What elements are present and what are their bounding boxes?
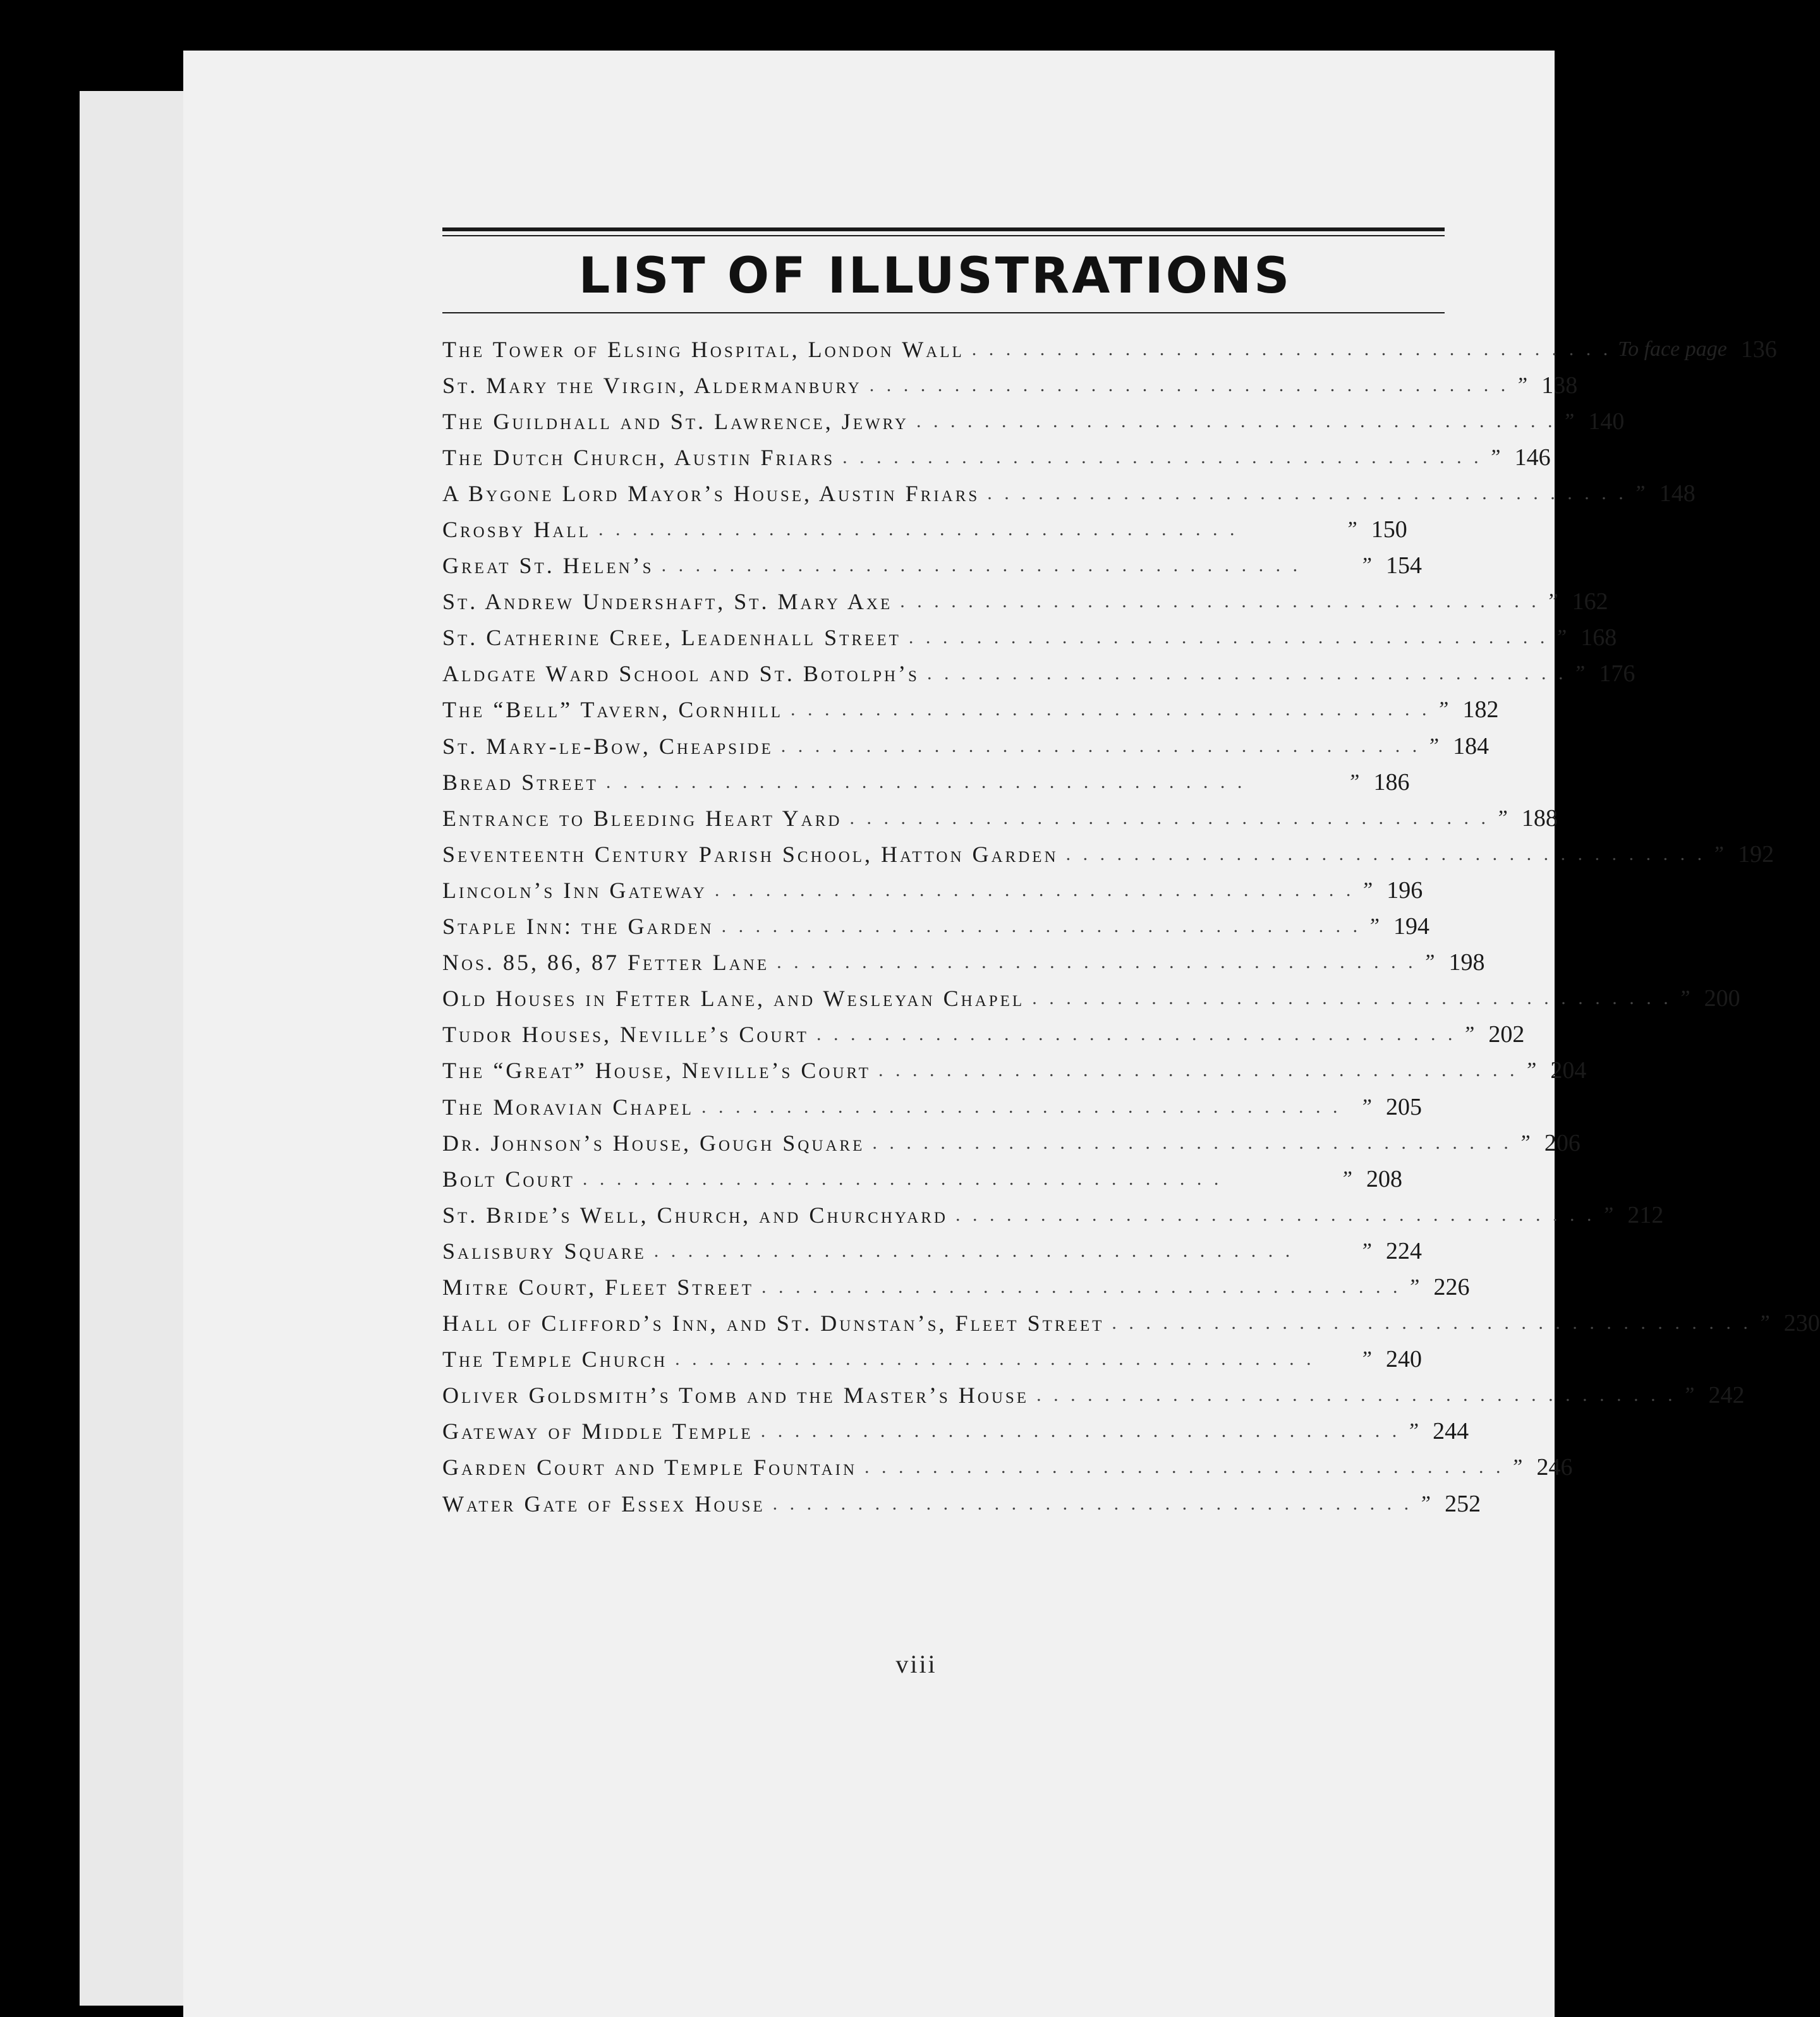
dot-leader: . . . . . . . . . . . . . . . . . . . . . . . . . . . . . . . . . . . . . . bbox=[926, 663, 1567, 684]
ditto-mark: ” bbox=[1419, 1491, 1431, 1515]
illustration-entry bbox=[442, 584, 1608, 620]
illustration-caption: Old Houses in Fetter Lane, and Wesleyan Chapel bbox=[442, 986, 1025, 1012]
dot-leader: . . . . . . . . . . . . . . . . . . . . . . . . . . . . . . . . . . . . . . bbox=[1112, 1312, 1752, 1334]
illustration-entry bbox=[442, 1197, 1664, 1233]
illustration-entry bbox=[442, 1486, 1481, 1522]
illustration-entry bbox=[442, 656, 1635, 692]
illustration-caption: Great St. Helen’s bbox=[442, 553, 654, 579]
illustration-caption: The Tower of Elsing Hospital, London Wall bbox=[442, 336, 964, 362]
dot-leader: . . . . . . . . . . . . . . . . . . . . . . . . . . . . . . . . . . . . . . bbox=[971, 338, 1612, 360]
illustration-entry bbox=[442, 1053, 1587, 1089]
page-number: 148 bbox=[1659, 480, 1696, 507]
illustration-caption: Dr. Johnson’s House, Gough Square bbox=[442, 1130, 865, 1156]
top-rule-thick bbox=[442, 227, 1445, 231]
page-number: 206 bbox=[1544, 1129, 1580, 1156]
page-number: 186 bbox=[1373, 768, 1410, 796]
illustration-entry bbox=[442, 1161, 1422, 1197]
illustration-entry bbox=[442, 1017, 1525, 1053]
illustration-entry bbox=[442, 981, 1740, 1017]
page-number: 230 bbox=[1783, 1310, 1820, 1337]
page-number: 138 bbox=[1541, 372, 1578, 399]
illustration-entry bbox=[442, 836, 1774, 872]
illustration-entry bbox=[442, 872, 1422, 908]
ditto-mark: ” bbox=[1347, 770, 1360, 794]
illustration-caption: The Moravian Chapel bbox=[442, 1094, 694, 1120]
illustration-caption: Salisbury Square bbox=[442, 1238, 646, 1264]
title-underline-rule bbox=[442, 312, 1445, 313]
illustration-caption: Mitre Court, Fleet Street bbox=[442, 1274, 755, 1300]
illustration-entry bbox=[442, 1414, 1469, 1450]
illustration-caption: The Dutch Church, Austin Friars bbox=[442, 444, 835, 470]
top-rule-thin bbox=[442, 235, 1445, 236]
dot-leader: . . . . . . . . . . . . . . . . . . . . . . . . . . . . . . . . . . . . . . bbox=[900, 591, 1540, 612]
page-number: 184 bbox=[1453, 732, 1489, 760]
illustration-entry bbox=[442, 945, 1485, 981]
ditto-mark: ” bbox=[1340, 1166, 1352, 1190]
to-face-page-label: To face page bbox=[1618, 337, 1727, 361]
dot-leader: . . . . . . . . . . . . . . . . . . . . . . . . . . . . . . . . . . . . . . bbox=[908, 627, 1549, 648]
ditto-mark: ” bbox=[1601, 1202, 1614, 1227]
illustration-entry bbox=[442, 331, 1777, 367]
page-number: 146 bbox=[1514, 444, 1551, 471]
page-number: 198 bbox=[1448, 949, 1485, 976]
ditto-mark: ” bbox=[1562, 409, 1575, 433]
illustration-entry bbox=[442, 511, 1422, 547]
illustration-caption: Tudor Houses, Neville’s Court bbox=[442, 1022, 809, 1048]
illustration-entry bbox=[442, 367, 1578, 403]
dot-leader: . . . . . . . . . . . . . . . . . . . . . . . . . . . . . . . . . . . . . . bbox=[605, 771, 1246, 792]
page-number: 182 bbox=[1462, 696, 1499, 724]
ditto-mark: ” bbox=[1712, 842, 1725, 866]
illustration-entry bbox=[442, 800, 1558, 836]
illustration-entry bbox=[442, 1089, 1422, 1125]
illustration-caption: St. Mary the Virgin, Aldermanbury bbox=[442, 372, 862, 398]
illustration-entry bbox=[442, 909, 1430, 945]
dot-leader: . . . . . . . . . . . . . . . . . . . . . . . . . . . . . . . . . . . . . . bbox=[721, 916, 1362, 937]
illustration-caption: Lincoln’s Inn Gateway bbox=[442, 877, 707, 903]
illustration-entry bbox=[442, 475, 1696, 511]
dot-leader: . . . . . . . . . . . . . . . . . . . . . . . . . . . . . . . . . . . . . . bbox=[878, 1060, 1519, 1081]
illustration-caption: Staple Inn: the Garden bbox=[442, 914, 714, 940]
illustrations-list bbox=[442, 331, 1820, 1522]
page-number: 202 bbox=[1488, 1021, 1525, 1048]
ditto-mark: ” bbox=[1368, 914, 1380, 938]
dot-leader: . . . . . . . . . . . . . . . . . . . . . . . . . . . . . . . . . . . . . . bbox=[816, 1024, 1457, 1045]
illustration-caption: Gateway of Middle Temple bbox=[442, 1419, 753, 1445]
illustration-entry bbox=[442, 1125, 1580, 1161]
illustration-caption: Bread Street bbox=[442, 769, 598, 795]
dot-leader: . . . . . . . . . . . . . . . . . . . . . . . . . . . . . . . . . . . . . . bbox=[661, 555, 1302, 576]
illustration-caption: Garden Court and Temple Fountain bbox=[442, 1455, 858, 1481]
ditto-mark: ” bbox=[1360, 554, 1372, 578]
dot-leader: . . . . . . . . . . . . . . . . . . . . . . . . . . . . . . . . . . . . . . bbox=[653, 1240, 1294, 1261]
page-number: 150 bbox=[1371, 516, 1407, 543]
dot-leader: . . . . . . . . . . . . . . . . . . . . . . . . . . . . . . . . . . . . . . bbox=[849, 807, 1489, 828]
page-number: 205 bbox=[1386, 1093, 1422, 1120]
page-number: 176 bbox=[1599, 660, 1635, 687]
dot-leader: . . . . . . . . . . . . . . . . . . . . . . . . . . . . . . . . . . . . . . bbox=[582, 1168, 1223, 1189]
ditto-mark: ” bbox=[1510, 1455, 1523, 1479]
dot-leader: . . . . . . . . . . . . . . . . . . . . . . . . . . . . . . . . . . . . . . bbox=[1036, 1384, 1677, 1406]
dot-leader: . . . . . . . . . . . . . . . . . . . . . . . . . . . . . . . . . . . . . . bbox=[675, 1348, 1315, 1370]
ditto-mark: ” bbox=[1345, 518, 1357, 542]
ditto-mark: ” bbox=[1360, 1239, 1372, 1263]
ditto-mark: ” bbox=[1407, 1419, 1419, 1443]
illustration-entry bbox=[442, 764, 1422, 800]
dot-leader: . . . . . . . . . . . . . . . . . . . . . . . . . . . . . . . . . . . . . . bbox=[714, 879, 1355, 900]
illustration-entry bbox=[442, 1450, 1573, 1486]
ditto-mark: ” bbox=[1423, 950, 1435, 974]
page-number: 242 bbox=[1708, 1382, 1745, 1409]
illustration-caption: The Temple Church bbox=[442, 1347, 668, 1372]
page-number: 154 bbox=[1386, 552, 1422, 579]
illustration-caption: Aldgate Ward School and St. Botolph’s bbox=[442, 661, 919, 687]
page-number: 226 bbox=[1433, 1273, 1470, 1300]
ditto-mark: ” bbox=[1678, 986, 1690, 1010]
ditto-mark: ” bbox=[1488, 445, 1501, 469]
ditto-mark: ” bbox=[1633, 481, 1646, 505]
illustration-entry bbox=[442, 1269, 1470, 1305]
illustration-caption: A Bygone Lord Mayor’s House, Austin Friars bbox=[442, 480, 980, 506]
dot-leader: . . . . . . . . . . . . . . . . . . . . . . . . . . . . . . . . . . . . . . bbox=[916, 410, 1556, 432]
illustration-caption: Water Gate of Essex House bbox=[442, 1491, 765, 1517]
illustration-entry bbox=[442, 403, 1625, 439]
page-number: 188 bbox=[1521, 804, 1558, 832]
dot-leader: . . . . . . . . . . . . . . . . . . . . . . . . . . . . . . . . . . . . . . bbox=[955, 1204, 1596, 1225]
dot-leader: . . . . . . . . . . . . . . . . . . . . . . . . . . . . . . . . . . . . . . bbox=[842, 446, 1483, 468]
ditto-mark: ” bbox=[1515, 373, 1528, 397]
page-number: 168 bbox=[1580, 624, 1617, 651]
illustration-entry bbox=[442, 1305, 1820, 1342]
illustration-caption: Crosby Hall bbox=[442, 517, 591, 543]
illustration-entry bbox=[442, 692, 1499, 728]
page-number: 194 bbox=[1393, 913, 1430, 940]
illustration-entry bbox=[442, 728, 1489, 764]
page-number: 200 bbox=[1704, 985, 1740, 1012]
page-number: 204 bbox=[1550, 1057, 1587, 1084]
page-number: 136 bbox=[1740, 336, 1777, 363]
page-number: 208 bbox=[1366, 1165, 1402, 1192]
illustration-caption: Entrance to Bleeding Heart Yard bbox=[442, 805, 842, 831]
dot-leader: . . . . . . . . . . . . . . . . . . . . . . . . . . . . . . . . . . . . . . bbox=[598, 519, 1239, 540]
ditto-mark: ” bbox=[1524, 1058, 1537, 1082]
dot-leader: . . . . . . . . . . . . . . . . . . . . . . . . . . . . . . . . . . . . . . bbox=[1032, 988, 1672, 1009]
illustration-caption: St. Bride’s Well, Church, and Churchyard bbox=[442, 1202, 948, 1228]
dot-leader: . . . . . . . . . . . . . . . . . . . . . . . . . . . . . . . . . . . . . . bbox=[791, 699, 1431, 720]
page-number: 252 bbox=[1445, 1490, 1481, 1517]
illustration-entry bbox=[442, 620, 1617, 656]
illustration-caption: Bolt Court bbox=[442, 1166, 575, 1192]
ditto-mark: ” bbox=[1682, 1383, 1695, 1407]
ditto-mark: ” bbox=[1360, 1094, 1372, 1118]
page-number: 162 bbox=[1572, 588, 1608, 615]
page-number: 246 bbox=[1536, 1454, 1573, 1481]
dot-leader: . . . . . . . . . . . . . . . . . . . . . . . . . . . . . . . . . . . . . . bbox=[760, 1420, 1401, 1442]
ditto-mark: ” bbox=[1436, 698, 1449, 722]
dot-leader: . . . . . . . . . . . . . . . . . . . . . . . . . . . . . . . . . . . . . . bbox=[1065, 843, 1706, 864]
illustration-caption: The “Great” House, Neville’s Court bbox=[442, 1058, 871, 1084]
ditto-mark: ” bbox=[1495, 806, 1508, 830]
illustration-caption: St. Mary-le-Bow, Cheapside bbox=[442, 733, 774, 759]
dot-leader: . . . . . . . . . . . . . . . . . . . . . . . . . . . . . . . . . . . . . . bbox=[872, 1132, 1512, 1153]
dot-leader: . . . . . . . . . . . . . . . . . . . . . . . . . . . . . . . . . . . . . . bbox=[701, 1096, 1342, 1117]
ditto-mark: ” bbox=[1546, 590, 1558, 614]
dot-leader: . . . . . . . . . . . . . . . . . . . . . . . . . . . . . . . . . . . . . . bbox=[761, 1276, 1402, 1297]
dot-leader: . . . . . . . . . . . . . . . . . . . . . . . . . . . . . . . . . . . . . . bbox=[864, 1457, 1505, 1478]
dot-leader: . . . . . . . . . . . . . . . . . . . . . . . . . . . . . . . . . . . . . . bbox=[869, 374, 1510, 396]
ditto-mark: ” bbox=[1518, 1130, 1531, 1154]
illustration-caption: Seventeenth Century Parish School, Hatton Garden bbox=[442, 841, 1059, 867]
dot-leader: . . . . . . . . . . . . . . . . . . . . . . . . . . . . . . . . . . . . . . bbox=[780, 735, 1421, 756]
page-number: 244 bbox=[1433, 1418, 1469, 1445]
page-folio: viii bbox=[895, 1650, 937, 1678]
ditto-mark: ” bbox=[1427, 734, 1440, 758]
illustration-entry bbox=[442, 1378, 1745, 1414]
ditto-mark: ” bbox=[1462, 1022, 1475, 1046]
illustration-caption: Oliver Goldsmith’s Tomb and the Master’s House bbox=[442, 1383, 1029, 1408]
ditto-mark: ” bbox=[1757, 1311, 1770, 1335]
illustration-caption: St. Catherine Cree, Leadenhall Street bbox=[442, 625, 901, 651]
illustration-entry bbox=[442, 439, 1551, 475]
page-number: 212 bbox=[1627, 1201, 1664, 1228]
illustration-caption: The “Bell” Tavern, Cornhill bbox=[442, 697, 784, 723]
dot-leader: . . . . . . . . . . . . . . . . . . . . . . . . . . . . . . . . . . . . . . bbox=[772, 1493, 1413, 1514]
page-number: 196 bbox=[1386, 876, 1423, 904]
illustration-entry bbox=[442, 1233, 1422, 1269]
illustration-caption: Hall of Clifford’s Inn, and St. Dunstan’s, Fleet Street bbox=[442, 1311, 1105, 1336]
illustration-caption: Nos. 85, 86, 87 Fetter Lane bbox=[442, 950, 770, 976]
illustration-entry bbox=[442, 548, 1422, 584]
ditto-mark: ” bbox=[1407, 1275, 1420, 1299]
illustration-caption: St. Andrew Undershaft, St. Mary Axe bbox=[442, 589, 893, 615]
illustration-caption: The Guildhall and St. Lawrence, Jewry bbox=[442, 408, 909, 434]
ditto-mark: ” bbox=[1573, 662, 1586, 686]
dot-leader: . . . . . . . . . . . . . . . . . . . . . . . . . . . . . . . . . . . . . . bbox=[987, 482, 1627, 504]
dot-leader: . . . . . . . . . . . . . . . . . . . . . . . . . . . . . . . . . . . . . . bbox=[777, 952, 1417, 973]
page-number: 192 bbox=[1738, 840, 1774, 868]
ditto-mark: ” bbox=[1555, 626, 1567, 650]
page-number: 240 bbox=[1386, 1346, 1422, 1373]
ditto-mark: ” bbox=[1360, 1347, 1372, 1371]
illustration-entry bbox=[442, 1342, 1422, 1378]
page-number: 140 bbox=[1588, 408, 1625, 435]
ditto-mark: ” bbox=[1361, 878, 1373, 902]
page-title: LIST OF ILLUSTRATIONS bbox=[578, 248, 1292, 305]
page-number: 224 bbox=[1386, 1237, 1422, 1264]
